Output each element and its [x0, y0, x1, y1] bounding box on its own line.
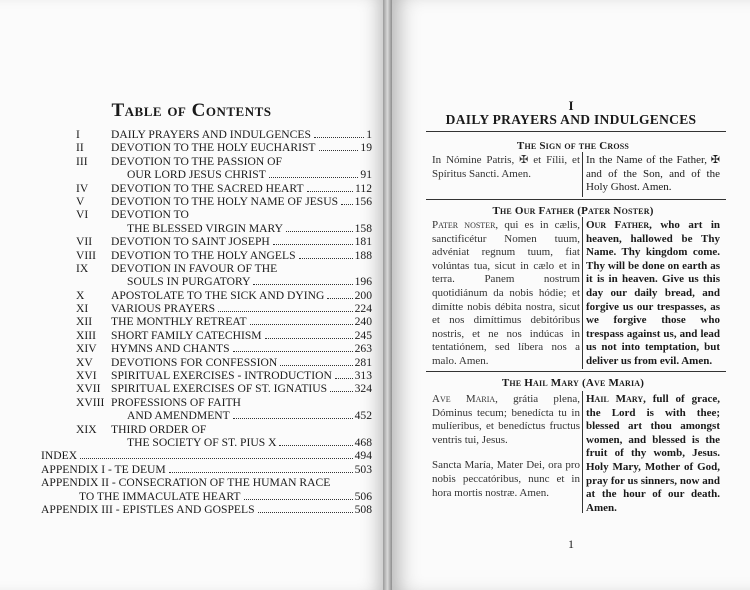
- toc-entry: [76, 423, 372, 436]
- toc-leader-dots: [330, 391, 353, 392]
- toc-entry-title: DEVOTION TO: [111, 208, 189, 222]
- toc-entry-page: 188: [354, 248, 372, 262]
- latin-lead: Ave Maria,: [432, 393, 498, 405]
- toc-entry-title: SPIRITUAL EXERCISES OF ST. IGNATIUS: [111, 382, 328, 396]
- english-lead: Hail Mary,: [586, 393, 646, 405]
- toc-leader-dots: [80, 458, 353, 459]
- toc-leader-dots: [307, 191, 354, 192]
- latin-text: grátia plena, Dóminus tecum; benedícta tu in mulíeribus, et benedíctus fructus ventris tui, Jesus.: [432, 393, 580, 446]
- toc-entry-page: 468: [354, 435, 372, 449]
- toc-entry: [76, 315, 372, 328]
- toc-entry-number: XVI: [76, 369, 97, 383]
- toc-entry-page: 112: [355, 181, 372, 195]
- toc-entry: [76, 195, 372, 208]
- toc-entry-page: 91: [360, 168, 372, 182]
- toc-entry-number: XIII: [76, 328, 96, 342]
- toc-entry-title: DEVOTIONS FOR CONFESSION: [111, 355, 278, 369]
- toc-entry: [41, 449, 372, 462]
- toc-entry: [76, 409, 372, 422]
- toc-leader-dots: [299, 258, 353, 259]
- toc-leader-dots: [341, 204, 353, 205]
- toc-entry: [76, 302, 372, 315]
- section-heading-sign-of-cross: The Sign of the Cross: [516, 140, 630, 152]
- latin-our-father: [432, 219, 580, 369]
- toc-entry: [76, 356, 372, 369]
- toc-entry-number: XIX: [76, 422, 97, 436]
- toc-entry-number: IV: [76, 181, 89, 195]
- toc-entry-page: 281: [354, 355, 372, 369]
- toc-entry-page: 158: [354, 221, 372, 235]
- column-divider: [582, 152, 583, 197]
- toc-leader-dots: [169, 472, 353, 473]
- toc-entry-title: SHORT FAMILY CATECHISM: [111, 328, 262, 342]
- toc-entry: [76, 382, 372, 395]
- latin-lead: Pater noster,: [432, 219, 499, 231]
- toc-leader-dots: [265, 338, 353, 339]
- toc-entry-page: 224: [354, 302, 372, 316]
- toc-entry-title: OUR LORD JESUS CHRIST: [127, 168, 266, 182]
- toc-entry: [76, 369, 372, 382]
- toc-entry-page: 506: [354, 489, 372, 503]
- toc-leader-dots: [218, 311, 353, 312]
- toc-entry-title: APOSTOLATE TO THE SICK AND DYING: [111, 288, 325, 302]
- toc-leader-dots: [286, 231, 353, 232]
- toc-leader-dots: [244, 499, 353, 500]
- toc-leader-dots: [327, 298, 352, 299]
- toc-entry: [76, 168, 372, 181]
- section-heading-hail-mary: The Hail Mary (Ave Maria): [501, 377, 645, 389]
- rule: [426, 131, 726, 132]
- toc-entry-page: 494: [354, 449, 372, 463]
- toc-list: [41, 128, 372, 516]
- toc-entry-number: VII: [76, 235, 93, 249]
- toc-entry-page: 508: [354, 502, 372, 516]
- toc-leader-dots: [279, 445, 352, 446]
- toc-entry-title: DEVOTION TO THE HOLY EUCHARIST: [111, 141, 316, 155]
- toc-entry-page: 1: [366, 128, 372, 141]
- toc-entry-number: XV: [76, 355, 93, 369]
- toc-leader-dots: [258, 512, 353, 513]
- toc-leader-dots: [269, 177, 359, 178]
- toc-leader-dots: [314, 137, 364, 138]
- toc-entry: [41, 476, 372, 489]
- toc-leader-dots: [233, 418, 353, 419]
- toc-entry: [41, 503, 372, 516]
- latin-text: qui es in cælis, sanctificétur Nomen tuum, advéniat regnum tuum, fiat volúntas tua, sicut in cælo et in terra. Panem nostrum quotidiánum da nobis hódie; et dimítte nobis débita nostra, sicut et nos dimíttimus debitóribus nostris, et ne nos indúcas in tentatiónem, sed líbera nos a malo. Amen.: [432, 219, 580, 367]
- toc-entry: [76, 329, 372, 342]
- page-number: 1: [568, 537, 574, 551]
- toc-entry: [76, 289, 372, 302]
- toc-entry-title: DEVOTION TO THE HOLY ANGELS: [111, 248, 296, 262]
- toc-entry-title: APPENDIX III - EPISTLES AND GOSPELS: [41, 502, 255, 516]
- toc-entry-page: 196: [354, 275, 372, 289]
- toc-entry-title: THIRD ORDER OF: [111, 422, 207, 436]
- right-page: [392, 0, 750, 590]
- toc-entry-page: 181: [354, 235, 372, 249]
- book-gutter: [383, 0, 392, 590]
- toc-entry-number: XIV: [76, 342, 97, 356]
- chapter-number: I: [568, 98, 574, 113]
- toc-entry-number: IX: [76, 261, 89, 275]
- toc-entry-title: TO THE IMMACULATE HEART: [79, 489, 241, 503]
- toc-entry-title: APPENDIX II - CONSECRATION OF THE HUMAN RACE: [41, 476, 331, 490]
- toc-entry: [76, 275, 372, 288]
- toc-entry: [76, 235, 372, 248]
- toc-entry-title: DAILY PRAYERS AND INDULGENCES: [111, 128, 311, 141]
- column-divider: [582, 391, 583, 513]
- toc-entry-title: INDEX: [41, 449, 78, 463]
- toc-leader-dots: [233, 351, 353, 352]
- toc-entry-title: HYMNS AND CHANTS: [111, 342, 230, 356]
- toc-entry-number: XI: [76, 302, 89, 316]
- toc-entry-title: DEVOTION TO THE SACRED HEART: [111, 181, 304, 195]
- english-text: full of grace, the Lord is with thee; blessed art thou amongst women, and blessed is the fruit of thy womb, Jesus. Holy Mary, Mother of God, pray for us sinners, now and at the hour of our death. Amen.: [586, 393, 721, 514]
- english-lead: Our Father,: [586, 219, 652, 231]
- toc-entry-number: I: [76, 128, 80, 141]
- toc-leader-dots: [253, 284, 352, 285]
- toc-entry-title: DEVOTION TO THE PASSION OF: [111, 154, 282, 168]
- toc-leader-dots: [280, 365, 352, 366]
- toc-entry-title: PROFESSIONS OF FAITH: [111, 395, 241, 409]
- toc-entry-number: X: [76, 288, 85, 302]
- toc-entry-title: DEVOTION IN FAVOUR OF THE: [111, 261, 278, 275]
- toc-leader-dots: [319, 150, 359, 151]
- toc-entry: [41, 490, 372, 503]
- toc-entry-title: SPIRITUAL EXERCISES - INTRODUCTION: [111, 369, 332, 383]
- toc-entry-page: 324: [354, 382, 372, 396]
- toc-entry: [76, 182, 372, 195]
- toc-entry-page: 452: [354, 409, 372, 423]
- toc-entry-title: AND AMENDMENT: [127, 409, 230, 423]
- toc-entry-number: XVII: [76, 382, 101, 396]
- toc-entry-number: III: [76, 154, 88, 168]
- section-heading-our-father: The Our Father (Pater Noster): [492, 205, 654, 217]
- toc-entry-number: VIII: [76, 248, 96, 262]
- toc-entry-page: 503: [354, 462, 372, 476]
- toc-entry: [76, 249, 372, 262]
- toc-entry-page: 19: [360, 141, 372, 155]
- toc-entry: [76, 155, 372, 168]
- toc-entry: [76, 208, 372, 221]
- toc-entry-number: V: [76, 194, 85, 208]
- toc-entry-page: 240: [354, 315, 372, 329]
- toc-entry-title: THE BLESSED VIRGIN MARY: [127, 221, 283, 235]
- toc-leader-dots: [335, 378, 353, 379]
- toc-title: Table of Contents: [111, 100, 272, 121]
- toc-entry-page: 245: [354, 328, 372, 342]
- toc-entry: [76, 342, 372, 355]
- latin-hail-mary: [432, 393, 580, 500]
- toc-entry: [76, 396, 372, 409]
- toc-entry-number: XVIII: [76, 395, 105, 409]
- toc-entry-title: DEVOTION TO SAINT JOSEPH: [111, 235, 270, 249]
- toc-entry-title: VARIOUS PRAYERS: [111, 302, 216, 316]
- toc-entry-title: THE MONTHLY RETREAT: [111, 315, 247, 329]
- toc-entry: [76, 128, 372, 141]
- toc-entry: [76, 222, 372, 235]
- toc-entry-number: II: [76, 141, 84, 155]
- toc-entry-title: SOULS IN PURGATORY: [127, 275, 251, 289]
- toc-entry-title: DEVOTION TO THE HOLY NAME OF JESUS: [111, 194, 339, 208]
- toc-entry: [76, 262, 372, 275]
- toc-entry-page: 263: [354, 342, 372, 356]
- toc-entry: [41, 463, 372, 476]
- toc-entry: [76, 141, 372, 154]
- toc-entry-title: THE SOCIETY OF ST. PIUS X: [127, 435, 277, 449]
- column-divider: [582, 217, 583, 369]
- latin-text-2: Sancta María, Mater Dei, ora pro nobis peccatóribus, nunc et in hora mortis nostræ. Amen.: [432, 459, 580, 499]
- toc-entry-number: VI: [76, 208, 89, 222]
- latin-sign-of-cross: In Nómine Patris, ✠ et Fílii, et Spíritus Sancti. Amen.: [432, 154, 580, 180]
- english-sign-of-cross: In the Name of the Father, ✠ and of the Son, and of the Holy Ghost. Amen.: [586, 154, 720, 194]
- english-our-father: [586, 219, 720, 369]
- english-text: who art in heaven, hallowed be Thy Name. Thy kingdom come. Thy will be done on earth as it is in heaven. Give us this day our daily bread, and forgive us our trespasses, as we forgive those who trespass against us, and lead us not into temptation, but deliver us from evil. Amen.: [586, 219, 721, 367]
- english-hail-mary: [586, 393, 720, 515]
- toc-leader-dots: [273, 244, 353, 245]
- toc-entry-number: XII: [76, 315, 93, 329]
- rule: [426, 371, 726, 372]
- toc-entry: [76, 436, 372, 449]
- toc-entry-page: 156: [354, 194, 372, 208]
- toc-entry-page: 200: [354, 288, 372, 302]
- toc-entry-title: APPENDIX I - TE DEUM: [41, 462, 166, 476]
- chapter-title: DAILY PRAYERS AND INDULGENCES: [445, 112, 697, 127]
- toc-leader-dots: [250, 324, 353, 325]
- toc-entry-page: 313: [354, 369, 372, 383]
- rule: [426, 199, 726, 200]
